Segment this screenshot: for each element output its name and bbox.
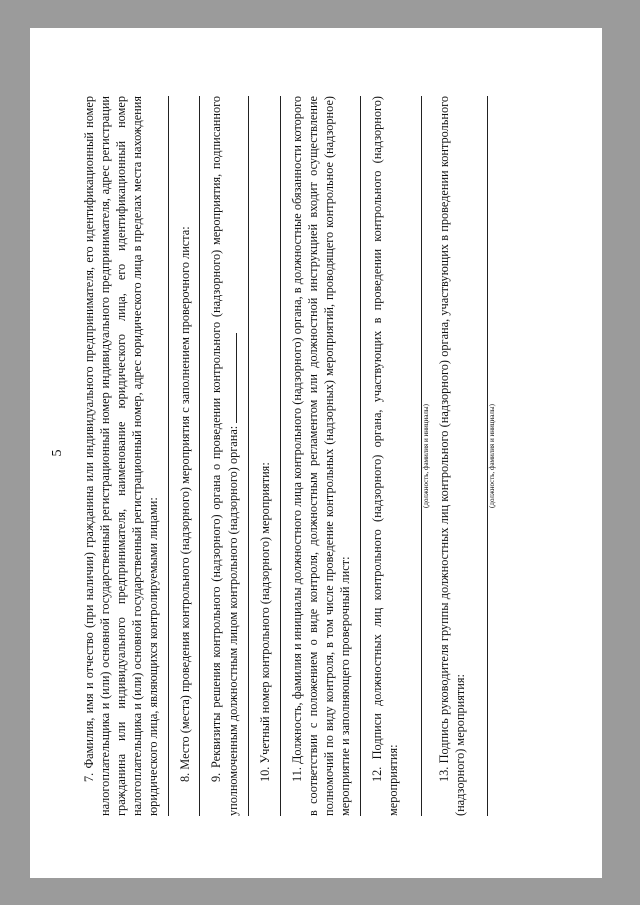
item-9 bbox=[209, 96, 242, 816]
item-10-text: 10. Учетный номер контрольного (надзорного) мероприятия: bbox=[258, 462, 273, 782]
item-9-fill-line[interactable] bbox=[243, 96, 249, 816]
item-7-text: 7. Фамилия, имя и отчество (при наличии) гражданина или индивидуального предпринимателя, его идентификационный номер налогоплательщика и (или) основной государственный регистрационный номер индивидуального предпринимателя, адрес регистрации гражданина или индивидуального предпринимателя, наименование юридического лица, его идентификационный номер налогоплательщика и (или) основной государственный регистрационный номер, адрес юридического лица в пределах места нахождения юридического лица, являющихся контролируемыми лицами: bbox=[82, 96, 160, 816]
item-10-fill-line[interactable] bbox=[275, 96, 281, 816]
item-13-text: 13. Подпись руководителя группы должностных лиц контрольного (надзорного) органа, участвующих в проведении контрольного (надзорного) мероприятия: bbox=[436, 96, 467, 816]
item-11-fill-line[interactable] bbox=[355, 96, 361, 816]
item-7-fill-line[interactable] bbox=[163, 96, 169, 816]
item-12-text: 12. Подписи должностных лиц контрольного (надзорного) органа, участвующих в проведении контрольного (надзорного) мероприятия: bbox=[369, 96, 400, 816]
item-11-text: 11. Должность, фамилия и инициалы должностного лица контрольного (надзорного) органа, в должностные обязанности которого в соответствии с положением о виде контроля, должностным регламентом или должностной инструкцией входит осуществление полномочий по виду контроля, в том числе проведение контрольных (надзорных) мероприятий, проводящего контрольное (надзорное) мероприятие и заполняющего проверочный лист: bbox=[290, 96, 352, 816]
page-number: 5 bbox=[50, 449, 65, 457]
item-13-signature-line[interactable] bbox=[474, 96, 488, 816]
document-page bbox=[30, 28, 602, 878]
item-13-signature-caption: (должность, фамилия и инициалы) bbox=[488, 404, 497, 508]
item-9-text: 9. Реквизиты решения контрольного (надзорного) органа о проведении контрольного (надзорного) мероприятия, подписанного уполномоченным должностным лицом контрольного (надзорного) органа: bbox=[209, 96, 241, 816]
item-12-signature-caption: (должность, фамилия и инициалы) bbox=[421, 404, 430, 508]
item-8-text: 8. Место (места) проведения контрольного (надзорного) мероприятия с заполнением проверочного листа: bbox=[177, 226, 192, 782]
rotated-content bbox=[30, 28, 602, 878]
item-8-fill-line[interactable] bbox=[194, 96, 200, 816]
form-body bbox=[82, 96, 503, 816]
item-9-inline-fill[interactable] bbox=[225, 333, 237, 423]
item-12-signature-line[interactable] bbox=[408, 96, 422, 816]
